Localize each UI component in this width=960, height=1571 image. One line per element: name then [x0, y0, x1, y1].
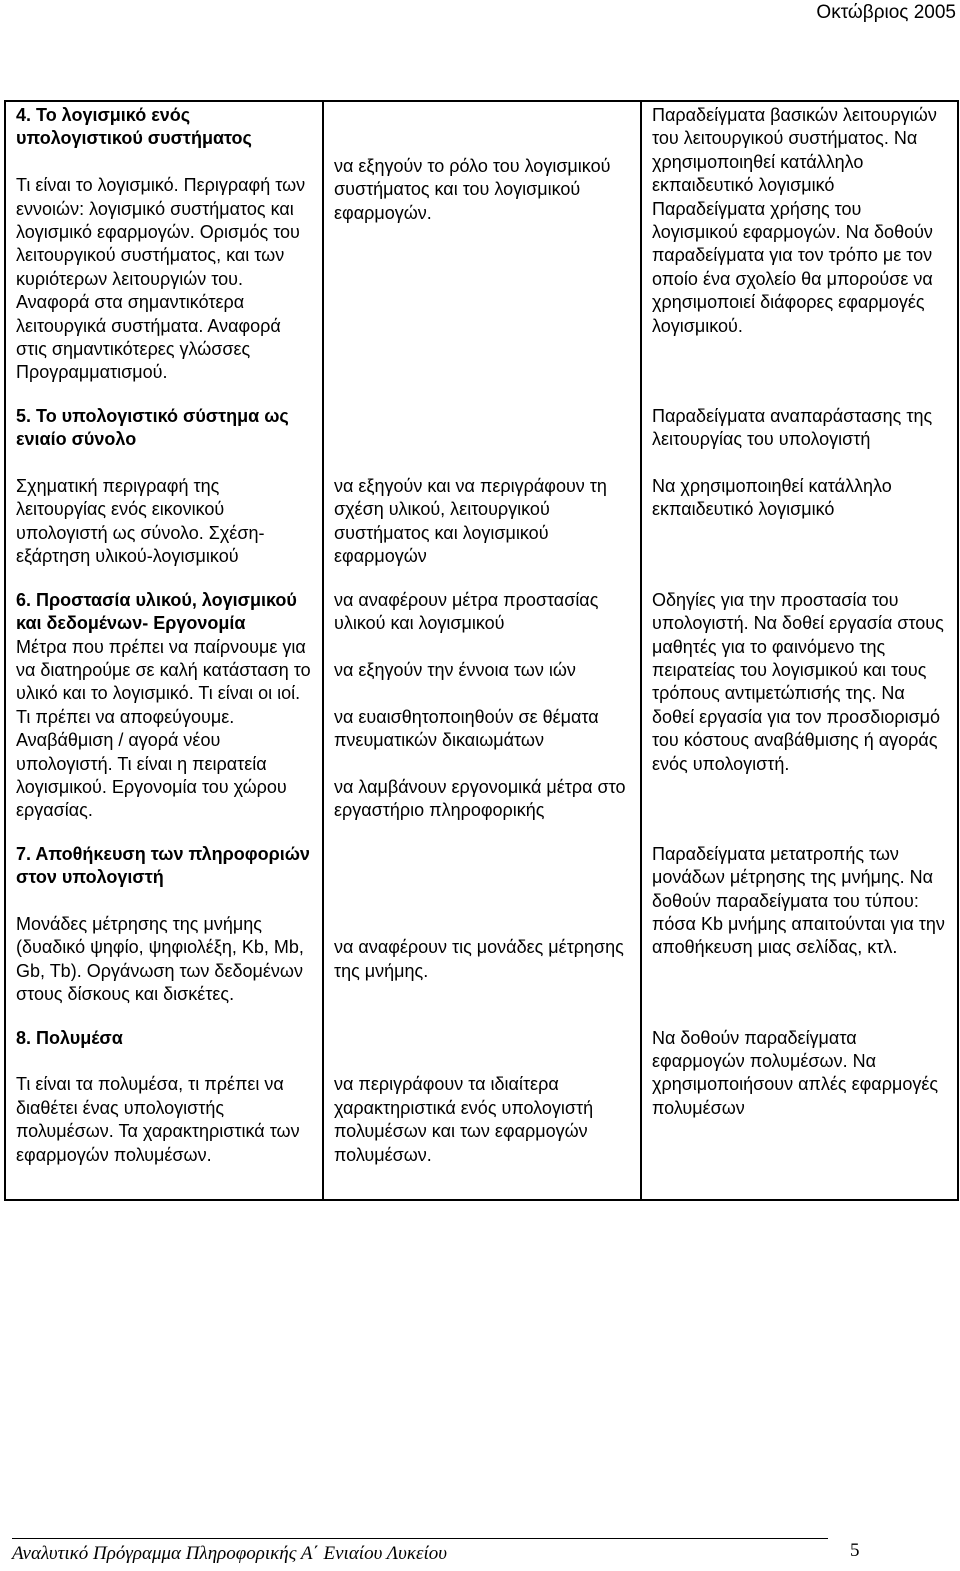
activities-cell [641, 101, 958, 405]
section-content: Τι είναι τα πολυμέσα, τι πρέπει να διαθέτει ένας υπολογιστής πολυμέσων. Τα χαρακτηριστικά των εφαρμογών πολυμέσων. [16, 1074, 300, 1165]
activities-text: Παραδείγματα αναπαράστασης της λειτουργίας του υπολογιστή [652, 405, 933, 450]
activities-cell [641, 843, 958, 1027]
objectives-text: να εξηγούν το ρόλο του λογισμικού συστήματος και του λογισμικού εφαρμογών. [334, 155, 611, 223]
page-number: 5 [850, 1540, 860, 1561]
activities-text: Να χρησιμοποιηθεί κατάλληλο εκπαιδευτικό λογισμικό [652, 476, 892, 520]
section-content: Μέτρα που πρέπει να παίρνουμε για να διατηρούμε σε καλή κατάσταση το υλικό και το λογισμικό. Τι είναι οι ιοί. Τι πρέπει να αποφεύγουμε. Αναβάθμιση / αγορά νέου υπολογιστή. Τι είναι η πειρατεία λογισμικού. Εργονομία του χώρου εργασίας. [16, 636, 311, 821]
objectives-cell [323, 101, 641, 405]
content-cell [5, 101, 323, 405]
objectives-text: να εξηγούν την έννοια των ιών [334, 659, 576, 680]
section-content: Μονάδες μέτρησης της μνήμης (δυαδικό ψηφίο, ψηφιολέξη, Kb, Mb, Gb, Tb). Οργάνωση των δεδομένων στους δίσκους και δισκέτες. [16, 913, 304, 1005]
objectives-text: να λαμβάνουν εργονομικά μέτρα στο εργαστήριο πληροφορικής [334, 776, 626, 821]
objectives-text: να αναφέρουν τις μονάδες μέτρησης της μνήμης. [334, 937, 624, 981]
activities-text: Παραδείγματα βασικών λειτουργιών του λειτουργικού συστήματος. Να χρησιμοποιηθεί κατάλληλο εκπαιδευτικό λογισμικό Παραδείγματα χρήσης του λογισμικού εφαρμογών. Να δοθούν παραδείγματα για τον τρόπο με τον οποίο ένα σχολείο θα μπορούσε να χρησιμοποιεί διάφορες εφαρμογές λογισμικού. [652, 105, 937, 336]
content-cell [5, 843, 323, 1027]
section-content: Τι είναι το λογισμικό. Περιγραφή των εννοιών: λογισμικό συστήματος και λογισμικό εφαρμογών. Ορισμός του λειτουργικού συστήματος, και των κυριότερων λειτουργιών του. Αναφορά στα σημαντικότερα λειτουργικά συστήματα. Αναφορά στις σημαντικότερες γλώσσες Προγραμματισμού. [16, 175, 306, 383]
activities-text: Να δοθούν παραδείγματα εφαρμογών πολυμέσων. Να χρησιμοποιήσουν απλές εφαρμογές πολυμέσων [652, 1027, 939, 1118]
section-heading: 7. Αποθήκευση των πληροφοριών στον υπολογιστή [16, 843, 310, 888]
objectives-text: να ευαισθητοποιηθούν σε θέματα πνευματικών δικαιωμάτων [334, 706, 599, 751]
section-heading: 8. Πολυμέσα [16, 1027, 123, 1048]
objectives-cell [323, 843, 641, 1027]
activities-text: Οδηγίες για την προστασία του υπολογιστή. Να δοθεί εργασία στους μαθητές για το φαινόμενο της πειρατείας του λογισμικού και τους τρόπους αντιμετώπισής της. Να δοθεί εργασία για τον προσδιορισμό του κόστους αναβάθμισης ή αγοράς ενός υπολογιστή. [652, 589, 944, 774]
footer-rule [12, 1538, 828, 1564]
activities-cell [641, 589, 958, 843]
content-cell [5, 1027, 323, 1200]
content-cell [5, 589, 323, 843]
table-row [5, 101, 958, 405]
section-heading: 6. Προστασία υλικού, λογισμικού και δεδομένων- Εργονομία [16, 589, 297, 634]
objectives-cell [323, 405, 641, 589]
objectives-text: να αναφέρουν μέτρα προστασίας υλικού και λογισμικού [334, 589, 599, 634]
footer-title: Αναλυτικό Πρόγραμμα Πληροφορικής Α΄ Ενιαίου Λυκείου [12, 1543, 448, 1564]
content-cell [5, 405, 323, 589]
table-row [5, 589, 958, 843]
table-row [5, 1027, 958, 1200]
objectives-cell [323, 589, 641, 843]
section-heading: 4. Το λογισμικό ενός υπολογιστικού συστήματος [16, 105, 252, 149]
objectives-text: να εξηγούν και να περιγράφουν τη σχέση υλικού, λειτουργικού συστήματος και λογισμικού εφαρμογών [334, 476, 607, 567]
section-content: Σχηματική περιγραφή της λειτουργίας ενός εικονικού υπολογιστή ως σύνολο. Σχέση-εξάρτηση υλικού-λογισμικού [16, 476, 265, 567]
objectives-text: να περιγράφουν τα ιδιαίτερα χαρακτηριστικά ενός υπολογιστή πολυμέσων και των εφαρμογών πολυμέσων. [334, 1074, 594, 1165]
curriculum-table [4, 100, 959, 1201]
header-date: Οκτώβριος 2005 [816, 2, 956, 23]
activities-cell [641, 1027, 958, 1200]
table-row [5, 405, 958, 589]
objectives-cell [323, 1027, 641, 1200]
section-heading: 5. Το υπολογιστικό σύστημα ως ενιαίο σύνολο [16, 405, 289, 450]
table-row [5, 843, 958, 1027]
activities-cell [641, 405, 958, 589]
activities-text: Παραδείγματα μετατροπής των μονάδων μέτρησης της μνήμης. Να δοθούν παραδείγματα του τύπου: πόσα Kb μνήμης απαιτούνται για την αποθήκευση μιας σελίδας, κτλ. [652, 843, 945, 958]
